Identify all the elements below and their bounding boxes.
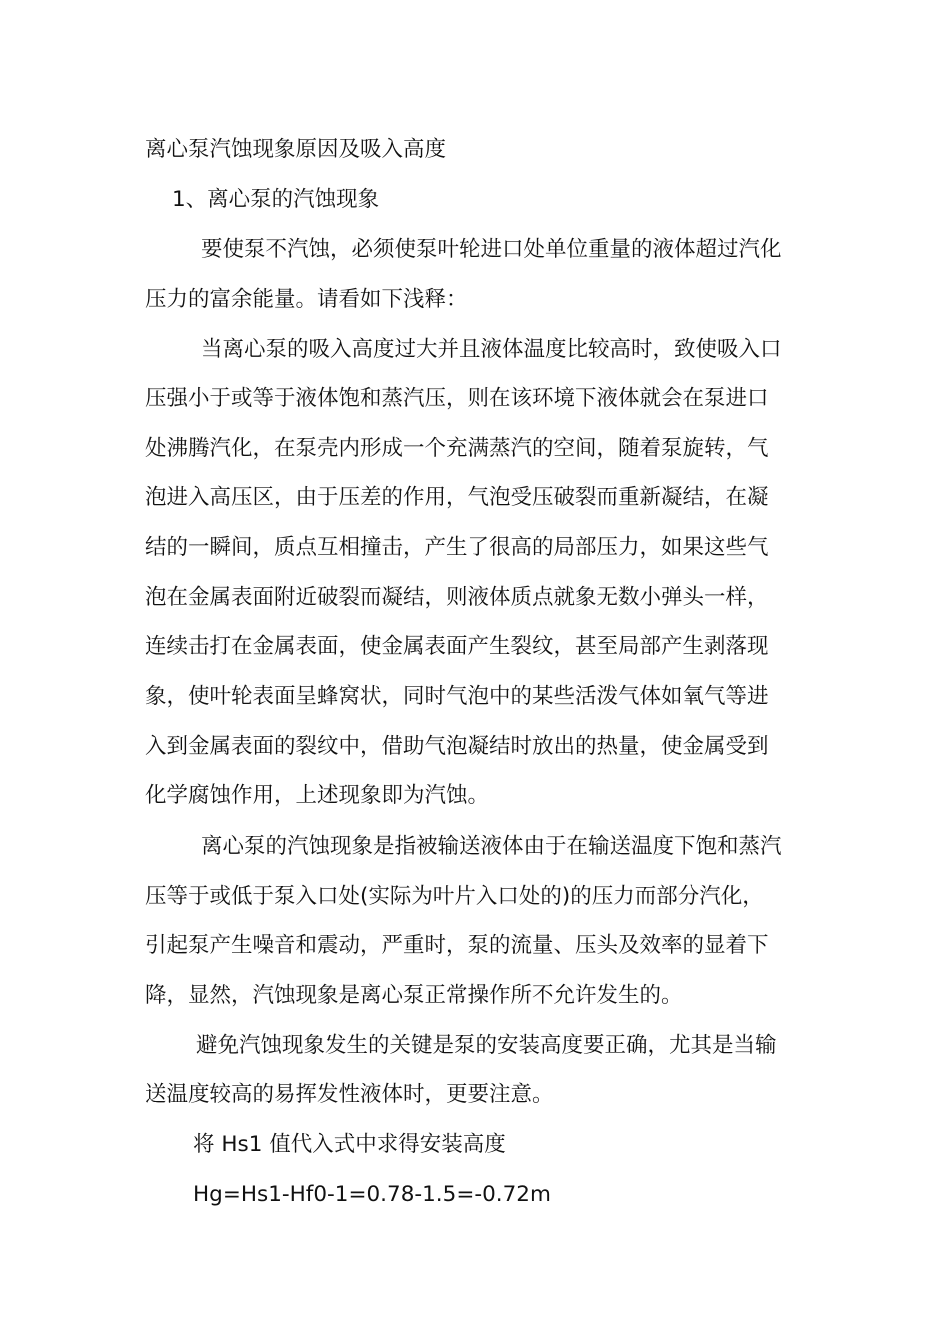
paragraph-line: 当离心泵的吸入高度过大并且液体温度比较高时，致使吸入口 — [201, 337, 782, 362]
paragraph-line: 化学腐蚀作用，上述现象即为汽蚀。 — [145, 783, 490, 808]
paragraph-line: 压强小于或等于液体饱和蒸汽压，则在该环境下液体就会在泵进口 — [145, 386, 769, 411]
paragraph-line: 压等于或低于泵入口处(实际为叶片入口处的)的压力而部分汽化， — [145, 884, 764, 909]
paragraph-line: 降，显然，汽蚀现象是离心泵正常操作所不允许发生的。 — [145, 983, 683, 1008]
paragraph-line: 避免汽蚀现象发生的关键是泵的安装高度要正确，尤其是当输 — [196, 1033, 777, 1058]
paragraph-line: 结的一瞬间，质点互相撞击，产生了很高的局部压力，如果这些气 — [145, 535, 769, 560]
paragraph-line: 连续击打在金属表面，使金属表面产生裂纹，甚至局部产生剥落现 — [145, 634, 769, 659]
paragraph-line: 离心泵的汽蚀现象是指被输送液体由于在输送温度下饱和蒸汽 — [201, 834, 782, 859]
paragraph-line: 入到金属表面的裂纹中，借助气泡凝结时放出的热量，使金属受到 — [145, 734, 769, 759]
calculation-intro: 将 Hs1 值代入式中求得安装高度 — [193, 1132, 506, 1157]
formula: Hg=Hs1-Hf0-1=0.78-1.5=-0.72m — [193, 1182, 551, 1207]
paragraph-line: 要使泵不汽蚀，必须使泵叶轮进口处单位重量的液体超过汽化 — [201, 237, 782, 262]
paragraph-line: 引起泵产生噪音和震动，严重时，泵的流量、压头及效率的显着下 — [145, 933, 769, 958]
paragraph-line: 处沸腾汽化，在泵壳内形成一个充满蒸汽的空间，随着泵旋转，气 — [145, 436, 769, 461]
document-title: 离心泵汽蚀现象原因及吸入高度 — [145, 137, 447, 162]
paragraph-line: 象，使叶轮表面呈蜂窝状，同时气泡中的某些活泼气体如氧气等进 — [145, 684, 769, 709]
paragraph-line: 泡在金属表面附近破裂而凝结，则液体质点就象无数小弹头一样， — [145, 585, 769, 610]
paragraph-line: 送温度较高的易挥发性液体时，更要注意。 — [145, 1082, 554, 1107]
paragraph-line: 压力的富余能量。请看如下浅释： — [145, 287, 468, 312]
paragraph-line: 泡进入高压区，由于压差的作用，气泡受压破裂而重新凝结，在凝 — [145, 485, 769, 510]
section-heading: 1、离心泵的汽蚀现象 — [172, 187, 380, 212]
